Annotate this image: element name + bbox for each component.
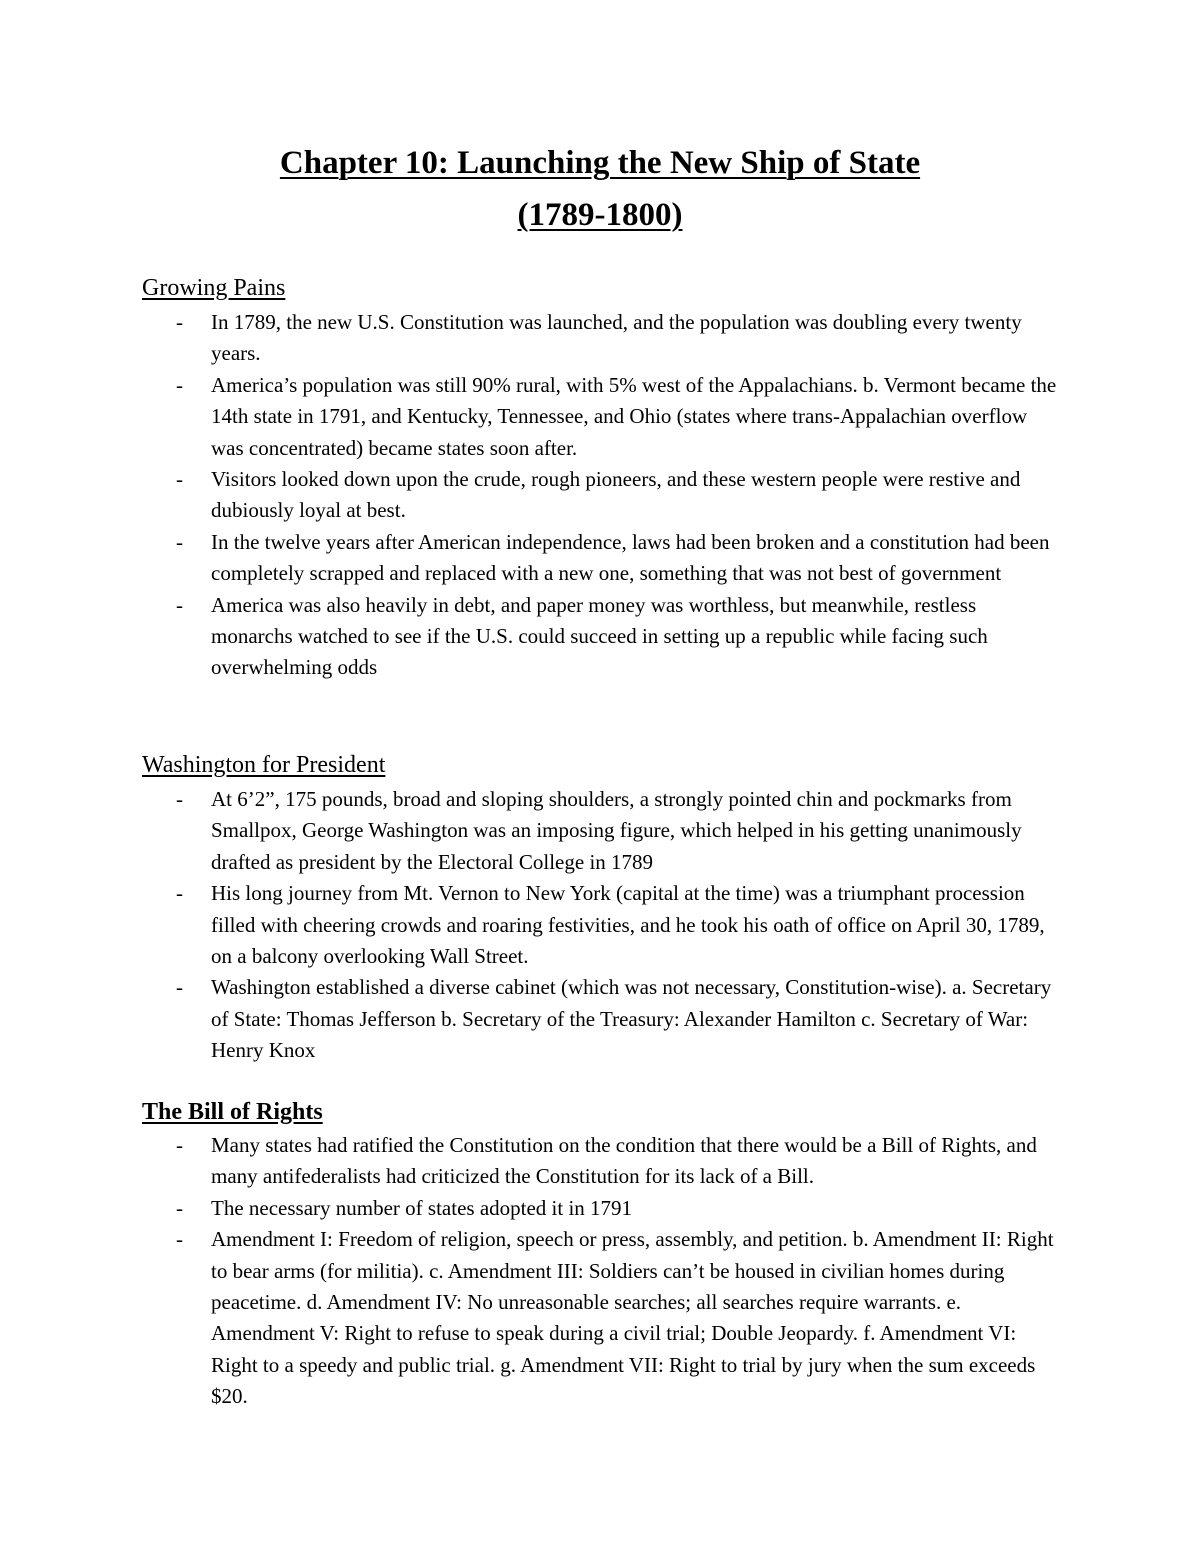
list-item — [0, 464, 1061, 527]
chapter-date-range: (1789-1800) — [517, 197, 683, 233]
list-item — [0, 972, 1061, 1066]
bullet-text: America was also heavily in debt, and paper money was worthless, but meanwhile, restless monarchs watched to see if the U.S. could succeed in setting up a republic while facing such overwhelming odds — [211, 592, 988, 680]
bullet-dash: - — [176, 1195, 183, 1220]
bullet-dash: - — [176, 529, 183, 554]
bullet-list-bill-of-rights — [0, 1130, 1200, 1413]
bullet-text: His long journey from Mt. Vernon to New York (capital at the time) was a triumphant procession filled with cheering crowds and roaring festivities, and he took his oath of office on April 30, 1789, on a balcony overlooking Wall Street. — [211, 881, 1045, 969]
bullet-text: Washington established a diverse cabinet (which was not necessary, Constitution-wise). a. Secretary of State: Thomas Jefferson b. Secretary of the Treasury: Alexander Hamilton c. Secretary of War: Henry Knox — [211, 975, 1052, 1063]
bullet-dash: - — [176, 1227, 183, 1252]
bullet-dash: - — [176, 787, 183, 811]
list-item — [0, 878, 1061, 972]
list-item — [0, 307, 1061, 370]
bullet-dash: - — [176, 592, 183, 617]
bullet-dash: - — [176, 975, 183, 1000]
bullet-dash: - — [176, 372, 183, 397]
section-heading-growing-pains: Growing Pains — [142, 275, 286, 301]
bullet-text: At 6’2”, 175 pounds, broad and sloping shoulders, a strongly pointed chin and pockmarks from Smallpox, George Washington was an imposing figure, which helped in his getting unanimously drafted as president by the Electoral College in 1789 — [211, 787, 1022, 874]
bullet-text: The necessary number of states adopted it in 1791 — [211, 1195, 633, 1220]
bullet-dash: - — [176, 467, 183, 492]
list-item — [0, 1130, 1061, 1193]
section-heading-washington-for-president: Washington for President — [142, 752, 386, 778]
list-item — [0, 784, 1061, 878]
list-item — [0, 527, 1061, 590]
bullet-text: Many states had ratified the Constitution on the condition that there would be a Bill of Rights, and many antifederalists had criticized the Constitution for its lack of a Bill. — [211, 1133, 1037, 1189]
bullet-dash: - — [176, 310, 183, 334]
section-heading-bill-of-rights: The Bill of Rights — [142, 1099, 323, 1125]
bullet-list-washington — [0, 784, 1200, 1067]
bullet-text: America’s population was still 90% rural, with 5% west of the Appalachians. b. Vermont became the 14th state in 1791, and Kentucky, Tennessee, and Ohio (states where trans-Appalachian overflow was concentrated) became states soon after. — [211, 372, 1057, 460]
bullet-dash: - — [176, 1133, 183, 1157]
bullet-text: Amendment I: Freedom of religion, speech or press, assembly, and petition. b. Amendment II: Right to bear arms (for militia). c. Amendment III: Soldiers can’t be housed in civilian homes during peacetime. d. Amendment IV: No unreasonable searches; all searches require warrants. e. Amendment V: Right to refuse to speak during a civil trial; Double Jeopardy. f. Amendment VI: Right to a speedy and public trial. g. Amendment VII: Right to trial by jury when the sum exceeds $20. — [211, 1227, 1054, 1409]
bullet-dash: - — [176, 881, 183, 906]
list-item — [0, 590, 1061, 684]
bullet-text: In 1789, the new U.S. Constitution was launched, and the population was doubling every twenty years. — [211, 310, 1022, 366]
bullet-text: In the twelve years after American independence, laws had been broken and a constitution had been completely scrapped and replaced with a new one, something that was not best of government — [211, 529, 1050, 586]
bullet-list-growing-pains — [0, 307, 1200, 684]
list-item — [0, 1224, 1061, 1412]
bullet-text: Visitors looked down upon the crude, rough pioneers, and these western people were restive and dubiously loyal at best. — [211, 467, 1021, 523]
list-item — [0, 1193, 1061, 1224]
list-item — [0, 370, 1061, 464]
chapter-title: Chapter 10: Launching the New Ship of State — [279, 145, 921, 181]
